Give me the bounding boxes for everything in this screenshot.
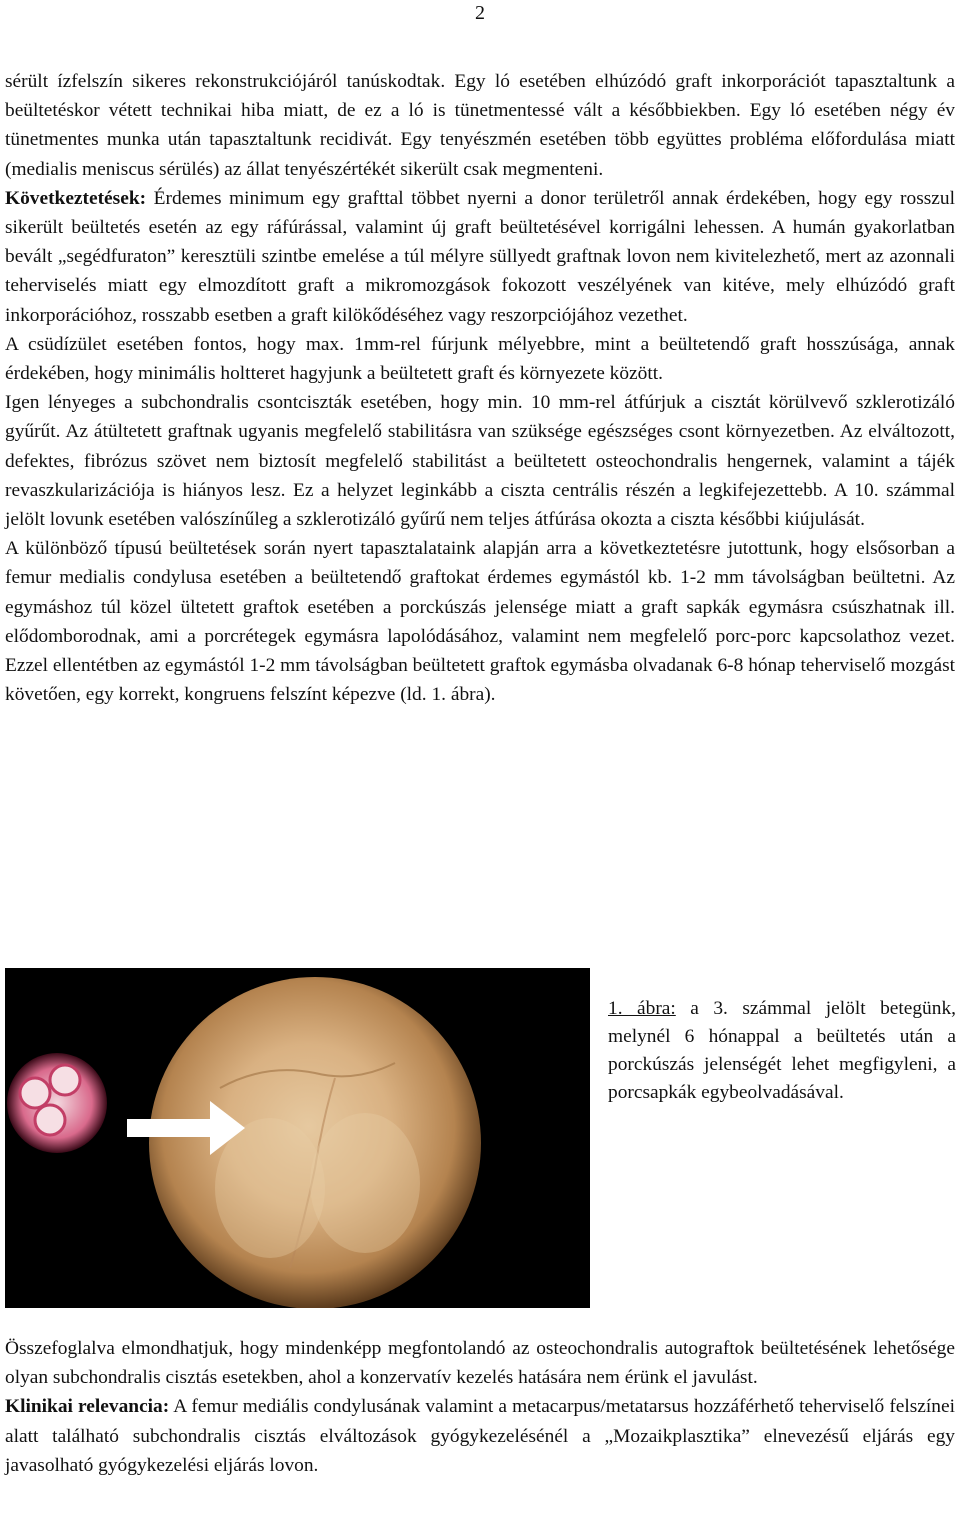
paragraph-text: A femur mediális condylusának valamint a metacarpus/metatarsus hozzáférhető teherviselő felszínei alatt található subchondralis cisztás elváltozások gyógykezelésénél a „Mozaikplasztika” elnevezésű eljárás egy javasolható gyógykezelési eljárás lovon.: [5, 1396, 955, 1476]
paragraph: Igen lényeges a subchondralis csontciszták esetében, hogy min. 10 mm-rel átfúrjuk a cisztát körülvevő szklerotizáló gyűrűt. Az átültetett graftnak ugyanis megfelelő stabilitásra van szüksége egészséges csont környezetben. Az elváltozott, defektes, fibrózus szövet nem biztosít megfelelő stabilitást a beültetett osteochondralis hengernek, valamint a tájék revaszkularizációja is hiányos lesz. Ez a helyzet leginkább a ciszta centrális részén a legkifejezettebb. A 10. számmal jelölt lovunk esetében valószínűleg a szklerotizáló gyűrű nem teljes átfúrása okozta a ciszta későbbi kiújulását.: [5, 392, 955, 531]
figure-caption-text: a 3. számmal jelölt betegünk, melynél 6 hónappal a beültetés után a porckúszás jelenségét lehet megfigyleni, a porcsapkák egybeolvadásával.: [608, 998, 956, 1103]
paragraph: Összefoglalva elmondhatjuk, hogy mindenképp megfontolandó az osteochondralis autograftok beültetésének lehetősége olyan subchondralis cisztás esetekben, ahol a konzervatív kezelés hatására nem érünk el javulást.: [5, 1338, 955, 1389]
paragraph-text: Érdemes minimum egy grafttal többet nyerni a donor területről annak érdekében, hogy egy rosszul sikerült beültetés esetén az egy ráfúrással, valamint új graft beültetésével korrigálni lehessen. A humán gyakorlatban bevált „segédfuraton” keresztüli szintbe emelése a túl mélyre süllyedt graftnak lovon nem kivitelezhető, mert az azonnali teherviselés miatt egy elmozdított graft a mikromozgások fokozott veszélyének van kitéve, mely elhúzódó graft inkorporációhoz, rosszabb esetben a graft kilökődéséhez vagy reszorpciójához vezethet.: [5, 187, 955, 326]
paragraph-lead: Klinikai relevancia:: [5, 1396, 170, 1418]
body-text-bottom: [5, 1334, 955, 1480]
body-text-top: [5, 67, 955, 709]
page-number: 2: [475, 2, 485, 24]
paragraph: sérült ízfelszín sikeres rekonstrukciójáról tanúskodtak. Egy ló esetében elhúzódó graft inkorporációt tapasztaltunk a beültetéskor vétett technikai hiba miatt, de ez a ló is tünetmentessé vált a későbbiekben. Egy ló esetében négy év tünetmentes munka után tapasztaltunk recidivát. Egy tenyészmén esetében több együttes probléma előfordulása miatt (medialis meniscus sérülés) az állat tenyészértékét sikerült csak megmenteni.: [5, 71, 955, 180]
figure-illustration: [5, 968, 590, 1308]
paragraph-conclusions: [5, 184, 955, 330]
paragraph: A különböző típusú beültetések során nyert tapasztalataink alapján arra a következtetésre jutottunk, hogy elsősorban a femur medialis condylusa esetében a beültetendő graftokat érdemes egymástól kb. 1-2 mm távolságban beültetni. Az egymáshoz túl közel ültetett graftok esetében a porckúszás jelensége miatt a graft sapkák egymásra csúszhatnak ill. elődomborodnak, ami a porcrétegek egymásra lapolódásához, valamint nem megfelelő porc-porc kapcsolathoz vezet. Ezzel ellentétben az egymástól 1-2 mm távolságban beültetett graftok egymásba olvadanak 6-8 hónap teherviselő mozgást követően, egy korrekt, kongruens felszínt képezve (ld. 1. ábra).: [5, 538, 955, 706]
figure-caption: [608, 995, 956, 1107]
paragraph-clinical-relevance: [5, 1392, 955, 1480]
arthroscopic-view: [149, 977, 481, 1308]
figure-endoscopic-image: [5, 968, 590, 1308]
paragraph: A csüdízület esetében fontos, hogy max. 1mm-rel fúrjunk mélyebbre, mint a beültetendő graft hosszúsága, annak érdekében, hogy minimális holtteret hagyjunk a beültetett graft és környezete között.: [5, 333, 955, 385]
figure-caption-label: 1. ábra:: [608, 998, 676, 1019]
paragraph-lead: Következtetések:: [5, 187, 147, 209]
